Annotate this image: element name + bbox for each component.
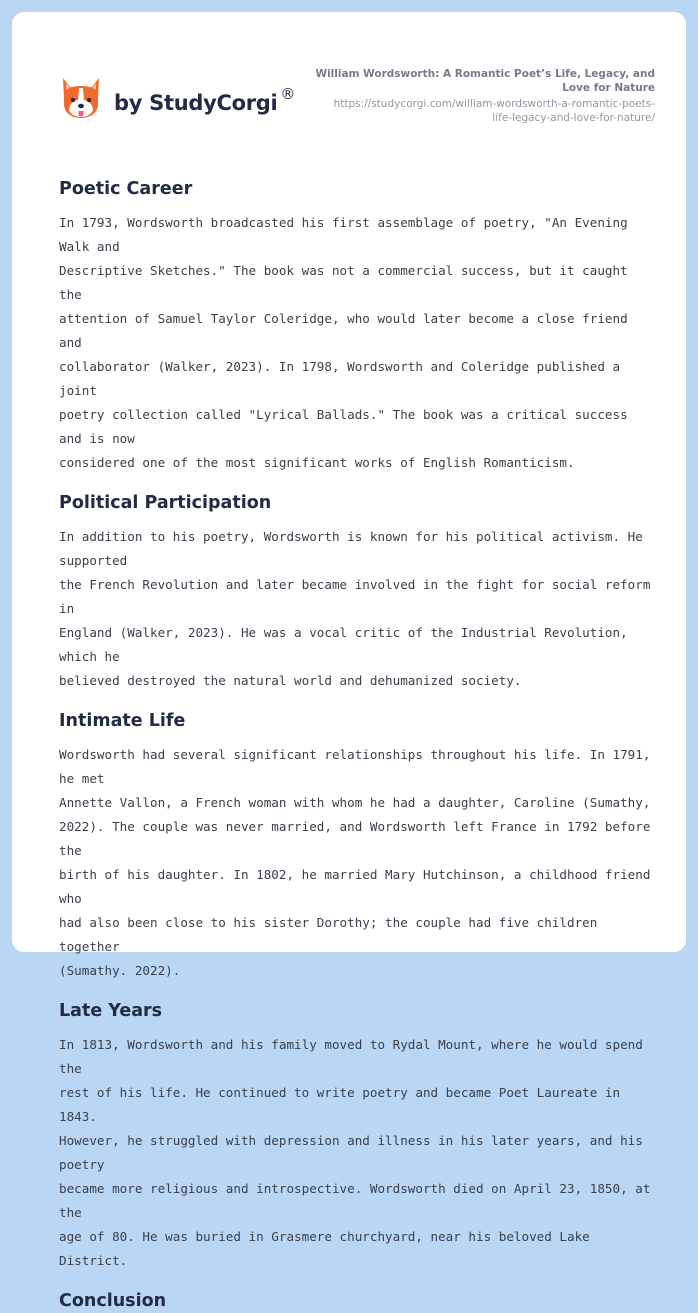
section-late-years (59, 999, 655, 1273)
text-line: In 1793, Wordsworth broadcasted his first assemblage of poetry, "An Evening Walk and (59, 215, 628, 254)
section-heading: Conclusion (59, 1291, 167, 1311)
registered-mark: ® (280, 85, 296, 103)
section-paragraph (59, 1033, 655, 1273)
text-line: collaborator (Walker, 2023). In 1798, Wordsworth and Coleridge published a joint (59, 359, 621, 398)
text-line: poetry collection called "Lyrical Ballads." The book was a critical success and is now (59, 407, 628, 446)
document-url-line: life-legacy-and-love-for-nature/ (492, 112, 655, 124)
text-line: birth of his daughter. In 1802, he married Mary Hutchinson, a childhood friend who (59, 867, 651, 906)
text-line: the French Revolution and later became involved in the fight for social reform in (59, 577, 651, 616)
section-poetic-career (59, 177, 655, 475)
document-page (12, 12, 686, 1311)
text-line: considered one of the most significant works of English Romanticism. (59, 455, 575, 470)
section-heading: Intimate Life (59, 711, 186, 731)
studycorgi-logo[interactable] (60, 76, 296, 122)
section-conclusion (59, 1289, 655, 1313)
text-line: rest of his life. He continued to write poetry and became Poet Laureate in 1843. (59, 1085, 621, 1124)
text-line: had also been close to his sister Dorothy; the couple had five children together (59, 915, 598, 954)
text-line: England (Walker, 2023). He was a vocal critic of the Industrial Revolution, which he (59, 625, 628, 664)
document-body (59, 177, 655, 1313)
section-intimate-life (59, 709, 655, 983)
section-paragraph (59, 525, 655, 693)
document-url-line: https://studycorgi.com/william-wordsworth-a-romantic-poets- (333, 98, 655, 110)
section-heading: Late Years (59, 1001, 163, 1021)
document-url[interactable] (295, 97, 655, 125)
text-line: However, he struggled with depression and illness in his later years, and his poetry (59, 1133, 643, 1172)
text-line: believed destroyed the natural world and dehumanized society. (59, 673, 522, 688)
text-line: attention of Samuel Taylor Coleridge, who would later become a close friend and (59, 311, 628, 350)
text-line: age of 80. He was buried in Grasmere churchyard, near his beloved Lake District. (59, 1229, 590, 1268)
text-line: Wordsworth had several significant relationships throughout his life. In 1791, he met (59, 747, 651, 786)
text-line: In 1813, Wordsworth and his family moved to Rydal Mount, where he would spend the (59, 1037, 643, 1076)
text-line: (Sumathy. 2022). (59, 963, 181, 978)
text-line: In addition to his poetry, Wordsworth is known for his political activism. He supported (59, 529, 643, 568)
corgi-logo-icon (60, 76, 102, 122)
document-title (295, 67, 655, 95)
text-line: became more religious and introspective. Wordsworth died on April 23, 1850, at the (59, 1181, 651, 1220)
document-title-line: Love for Nature (562, 82, 655, 94)
brand-text: by StudyCorgi (114, 91, 278, 115)
brand-name (114, 85, 296, 115)
text-line: Annette Vallon, a French woman with whom he had a daughter, Caroline (Sumathy, (59, 795, 651, 810)
section-paragraph (59, 211, 655, 475)
document-title-line: William Wordsworth: A Romantic Poet’s Life, Legacy, and (315, 68, 655, 80)
section-paragraph (59, 743, 655, 983)
section-heading: Political Participation (59, 493, 272, 513)
section-political-participation (59, 491, 655, 693)
text-line: Descriptive Sketches." The book was not a commercial success, but it caught the (59, 263, 628, 302)
text-line: 2022). The couple was never married, and Wordsworth left France in 1792 before the (59, 819, 651, 858)
document-meta (295, 67, 655, 125)
document-header (12, 12, 686, 152)
section-heading: Poetic Career (59, 179, 193, 199)
